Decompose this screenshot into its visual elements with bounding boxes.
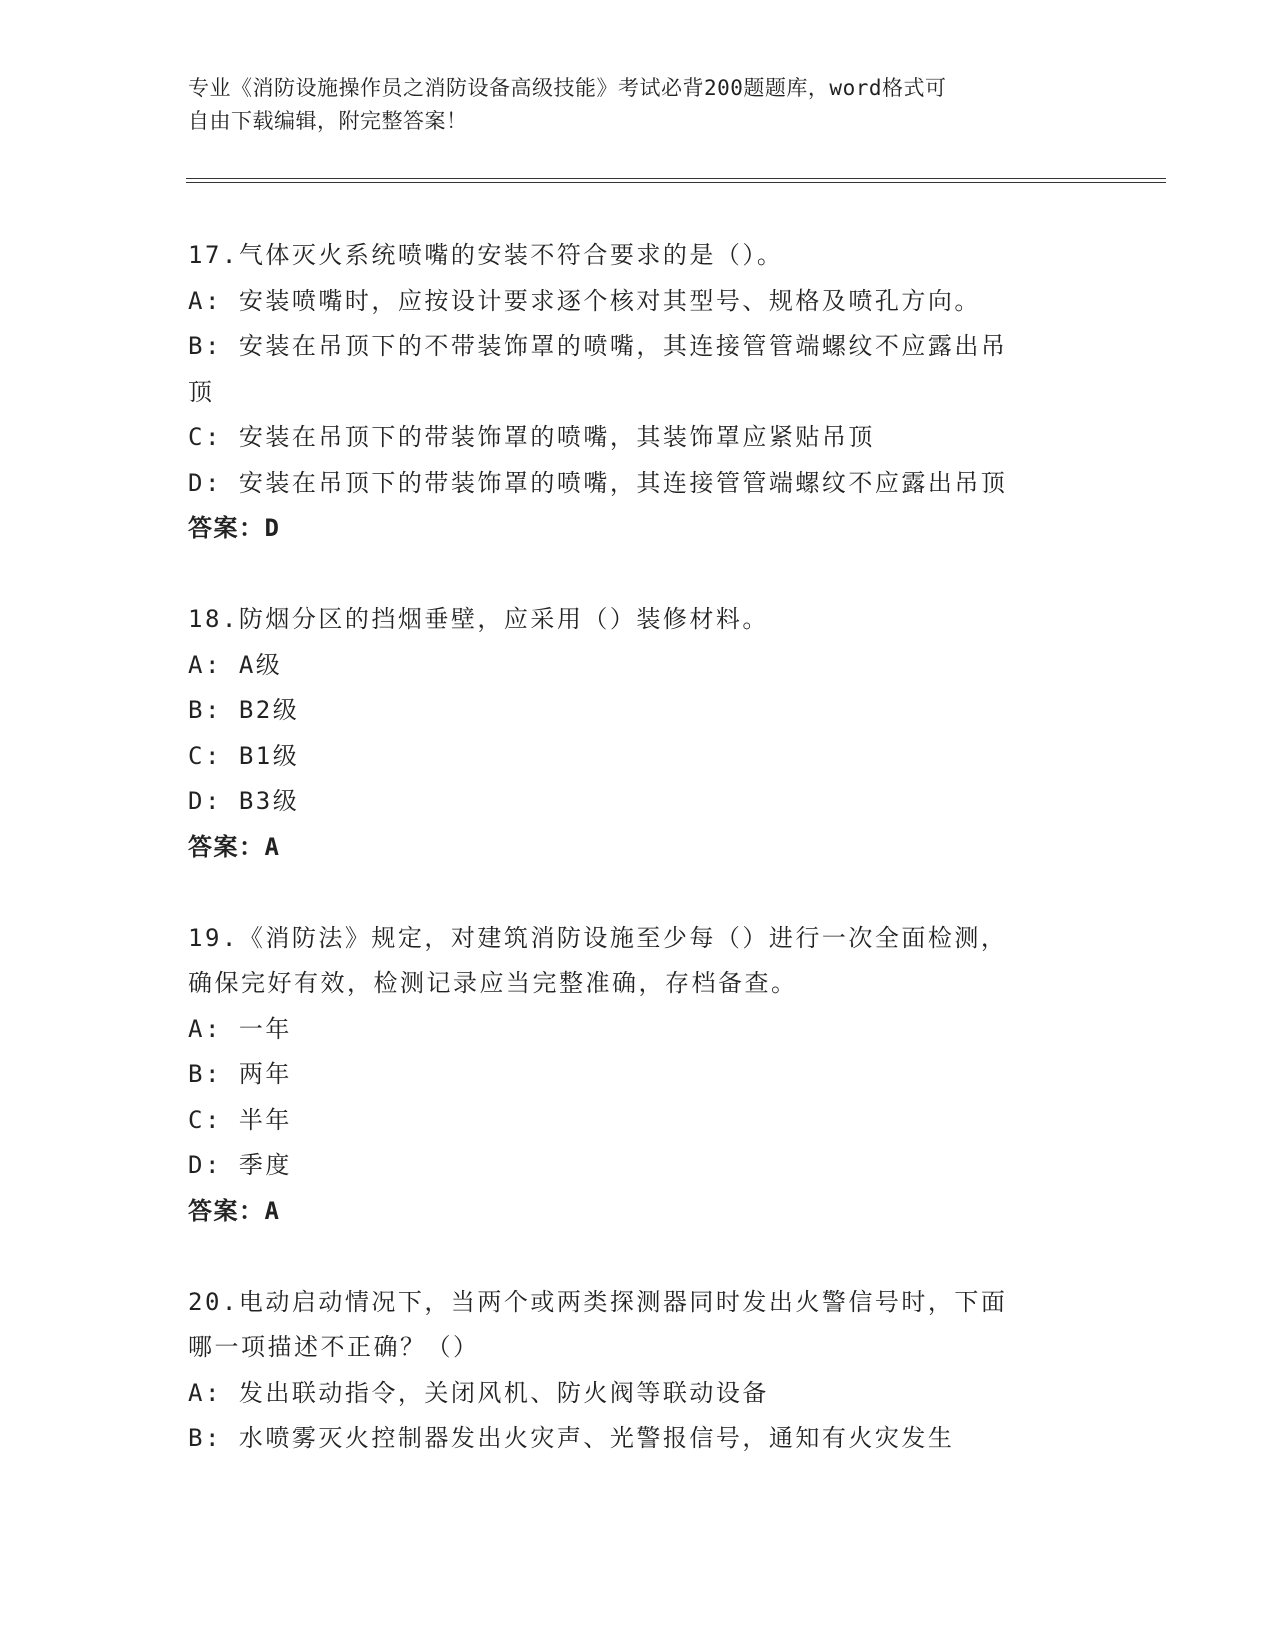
header-line-2: 自由下载编辑，附完整答案！ [188, 109, 468, 133]
question-stem: 18.防烟分区的挡烟垂壁，应采用（）装修材料。 [188, 605, 769, 633]
option-d: D: B3级 [188, 787, 300, 815]
option-c: C: 半年 [188, 1105, 292, 1134]
option-a: A: 发出联动指令，关闭风机、防火阀等联动设备 [188, 1378, 769, 1407]
answer: 答案：A [188, 1196, 281, 1225]
question-stem-continued: 哪一项描述不正确？（） [188, 1333, 480, 1361]
option-c: C: B1级 [188, 741, 300, 770]
option-d: D: 安装在吊顶下的带装饰罩的喷嘴，其连接管管端螺纹不应露出吊顶 [188, 468, 1008, 497]
question-17 [188, 233, 1088, 552]
header-divider [186, 178, 1166, 183]
question-stem: 19.《消防法》规定，对建筑消防设施至少每（）进行一次全面检测， [188, 923, 1008, 952]
question-stem-continued: 确保完好有效，检测记录应当完整准确，存档备查。 [188, 969, 798, 997]
header-line-1: 专业《消防设施操作员之消防设备高级技能》考试必背200题题库，word格式可 [188, 76, 947, 100]
option-d: D: 季度 [188, 1151, 292, 1179]
question-18 [188, 597, 1088, 870]
document-header [188, 72, 1068, 138]
answer: 答案：D [188, 514, 281, 542]
option-a: A: 一年 [188, 1014, 292, 1043]
option-b: B: 水喷雾灭火控制器发出火灾声、光警报信号，通知有火灾发生 [188, 1424, 955, 1452]
option-a: A: A级 [188, 650, 283, 679]
option-b-continued: 顶 [188, 377, 215, 406]
option-c: C: 安装在吊顶下的带装饰罩的喷嘴，其装饰罩应紧贴吊顶 [188, 423, 875, 451]
option-a: A: 安装喷嘴时，应按设计要求逐个核对其型号、规格及喷孔方向。 [188, 286, 981, 315]
question-list [188, 233, 1088, 1507]
question-stem: 20.电动启动情况下，当两个或两类探测器同时发出火警信号时，下面 [188, 1287, 1008, 1316]
option-b: B: 两年 [188, 1060, 292, 1088]
option-b: B: 安装在吊顶下的不带装饰罩的喷嘴，其连接管管端螺纹不应露出吊 [188, 332, 1008, 360]
question-20 [188, 1280, 1088, 1462]
answer: 答案：A [188, 832, 281, 861]
question-stem: 17.气体灭火系统喷嘴的安装不符合要求的是（）。 [188, 241, 784, 269]
question-19 [188, 916, 1088, 1235]
option-b: B: B2级 [188, 696, 300, 724]
